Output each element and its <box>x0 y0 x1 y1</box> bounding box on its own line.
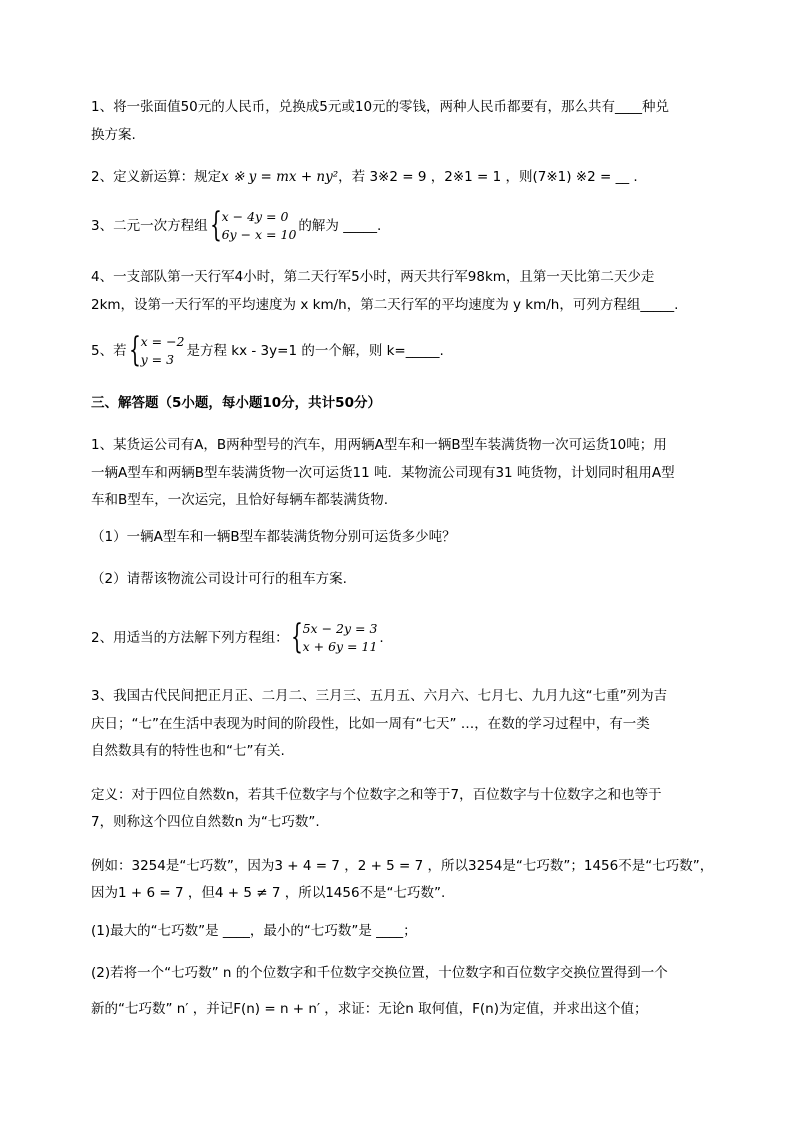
s3-q2 <box>91 617 384 657</box>
fill-q2-rest: ，若 3※2 = 9 ，2※1 = 1 ，则(7※1) ※2 = __ . <box>338 169 638 185</box>
s3-q3-part2-line1: (2)若将一个“七巧数” n 的个位数字和千位数字交换位置，十位数字和百位数字交换位置得到一个 <box>91 965 668 981</box>
fill-q2-formula: x ※ y = mx + ny² <box>221 169 339 185</box>
s3-q3-part2-line2: 新的“七巧数” n′ ，并记F(n) = n + n′ ，求证：无论n 取何值，F(n)为定值，并求出这个值； <box>91 1001 648 1017</box>
s3-q1-line1: 1、某货运公司有A，B两种型号的汽车，用两辆A型车和一辆B型车装满货物一次可运货10吨；用 <box>91 437 667 453</box>
fill-q1-line1: 1、将一张面值50元的人民币，兑换成5元或10元的零钱，两种人民币都要有，那么共有____种兑 <box>91 99 670 115</box>
s3-q1-line2: 一辆A型车和两辆B型车装满货物一次可运货11 吨．某物流公司现有31 吨货物，计划同时租用A型 <box>91 465 675 481</box>
fill-q3-suffix: 的解为 _____. <box>298 218 382 234</box>
s3-q1-sub2: （2）请帮该物流公司设计可行的租车方案. <box>91 571 347 587</box>
fill-q4-line1: 4、一支部队第一天行军4小时，第二天行军5小时，两天共行军98km，且第一天比第二天少走 <box>91 269 655 285</box>
s3-q2-eq2: x + 6y = 11 <box>302 639 378 654</box>
s3-q3-line1: 3、我国古代民间把正月正、二月二、三月三、五月五、六月六、七月七、九月九这“七重”列为吉 <box>91 688 668 704</box>
s3-q3-ex1: 例如：3254是“七巧数”，因为3 + 4 = 7 ，2 + 5 = 7 ，所以3254是“七巧数”；1456不是“七巧数”， <box>91 858 714 874</box>
s3-q3-ex2: 因为1 + 6 = 7 ，但4 + 5 ≠ 7 ，所以1456不是“七巧数”. <box>91 885 446 901</box>
fill-q3-prefix: 3、二元一次方程组 <box>91 218 208 234</box>
fill-q5-system: { x = −2 y = 3 <box>128 330 185 370</box>
s3-q2-prefix: 2、用适当的方法解下列方程组： <box>91 630 289 646</box>
s3-q3-def2: 7，则称这个四位自然数n 为“七巧数”. <box>91 814 320 830</box>
s3-q3-line2: 庆日；“七”在生活中表现为时间的阶段性，比如一周有“七天” …，在数的学习过程中，有一类 <box>91 716 650 732</box>
s3-q3-line3: 自然数具有的特性也和“七”有关. <box>91 743 285 759</box>
fill-q2 <box>91 167 638 187</box>
fill-q5-prefix: 5、若 <box>91 343 127 359</box>
s3-q2-system: { 5x − 2y = 3 x + 6y = 11 <box>290 617 378 657</box>
s3-q1-sub1: （1）一辆A型车和一辆B型车都装满货物分别可运货多少吨？ <box>91 529 456 545</box>
fill-q1-line2: 换方案. <box>91 127 136 143</box>
fill-q5-eq2: y = 3 <box>140 352 175 367</box>
fill-q3-system: { x − 4y = 0 6y − x = 10 <box>209 205 297 245</box>
fill-q4-line2: 2km，设第一天行军的平均速度为 x km/h，第二天行军的平均速度为 y km/h，可列方程组_____. <box>91 297 679 313</box>
fill-q3 <box>91 205 382 245</box>
fill-q3-eq1: x − 4y = 0 <box>221 209 289 224</box>
s3-q1-line3: 车和B型车，一次运完，且恰好每辆车都装满货物. <box>91 492 389 508</box>
section3-heading: 三、解答题（5小题，每小题10分，共计50分） <box>91 395 381 411</box>
s3-q2-suffix: . <box>379 630 384 646</box>
s3-q2-eq1: 5x − 2y = 3 <box>302 621 378 636</box>
s3-q3-def1: 定义：对于四位自然数n，若其千位数字与个位数字之和等于7，百位数字与十位数字之和也等于 <box>91 787 662 803</box>
fill-q5 <box>91 330 444 370</box>
fill-q5-suffix: 是方程 kx - 3y=1 的一个解，则 k=_____. <box>186 343 444 359</box>
fill-q5-eq1: x = −2 <box>140 334 185 349</box>
fill-q2-prefix: 2、定义新运算：规定 <box>91 169 222 185</box>
fill-q3-eq2: 6y − x = 10 <box>221 227 297 242</box>
s3-q3-part1: (1)最大的“七巧数”是 ____，最小的“七巧数”是 ____； <box>91 923 417 939</box>
